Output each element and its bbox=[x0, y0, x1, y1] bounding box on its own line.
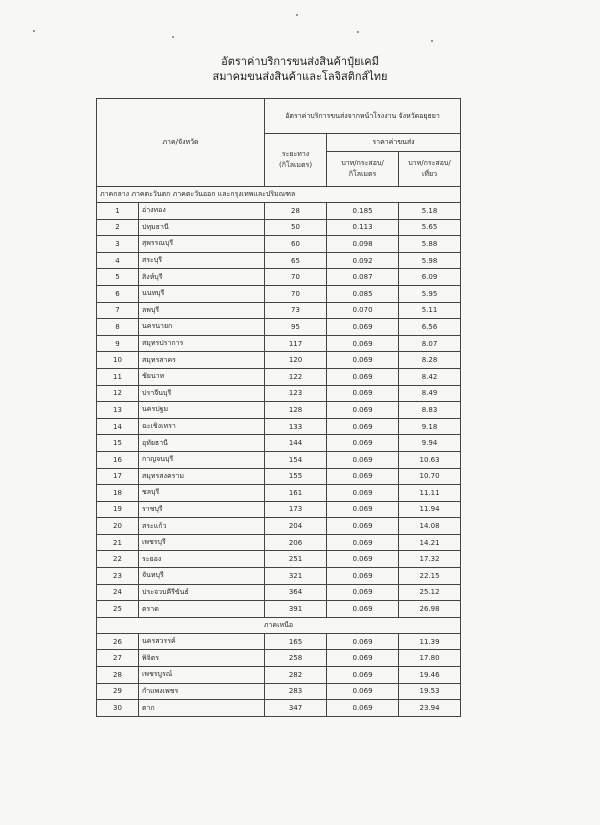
row-number: 11 bbox=[97, 368, 139, 385]
distance-value: 28 bbox=[265, 203, 327, 220]
row-number: 9 bbox=[97, 335, 139, 352]
distance-value: 95 bbox=[265, 319, 327, 336]
province-name: ประจวบคีรีขันธ์ bbox=[139, 584, 265, 601]
province-name: สิงห์บุรี bbox=[139, 269, 265, 286]
price-per-trip: 8.07 bbox=[399, 335, 461, 352]
price-per-trip: 8.42 bbox=[399, 368, 461, 385]
table-row bbox=[97, 302, 461, 319]
distance-value: 123 bbox=[265, 385, 327, 402]
row-number: 16 bbox=[97, 451, 139, 468]
row-number: 26 bbox=[97, 633, 139, 650]
row-number: 25 bbox=[97, 601, 139, 618]
province-name: อ่างทอง bbox=[139, 203, 265, 220]
price-per-trip: 26.98 bbox=[399, 601, 461, 618]
price-per-km: 0.069 bbox=[327, 518, 399, 535]
price-per-km: 0.069 bbox=[327, 368, 399, 385]
distance-value: 282 bbox=[265, 667, 327, 684]
row-number: 2 bbox=[97, 219, 139, 236]
price-per-trip: 5.11 bbox=[399, 302, 461, 319]
price-per-trip: 25.12 bbox=[399, 584, 461, 601]
table-row bbox=[97, 534, 461, 551]
document-title: อัตราค่าบริการขนส่งสินค้าปุ๋ยเคมี bbox=[221, 55, 379, 68]
table-row bbox=[97, 485, 461, 502]
rates-table bbox=[96, 98, 461, 717]
row-number: 28 bbox=[97, 667, 139, 684]
price-per-km: 0.098 bbox=[327, 236, 399, 253]
region-central: ภาคกลาง ภาคตะวันตก ภาคตะวันออก และกรุงเทพและปริมณฑล bbox=[97, 187, 461, 203]
province-name: สระบุรี bbox=[139, 252, 265, 269]
price-per-km: 0.085 bbox=[327, 285, 399, 302]
distance-value: 364 bbox=[265, 584, 327, 601]
table-row bbox=[97, 335, 461, 352]
price-per-km: 0.069 bbox=[327, 700, 399, 717]
table-row bbox=[97, 252, 461, 269]
price-per-trip: 11.94 bbox=[399, 501, 461, 518]
province-name: ชลบุรี bbox=[139, 485, 265, 502]
price-per-km: 0.069 bbox=[327, 319, 399, 336]
price-per-km: 0.069 bbox=[327, 568, 399, 585]
table-row bbox=[97, 269, 461, 286]
province-name: สมุทรปราการ bbox=[139, 335, 265, 352]
province-name: นนทบุรี bbox=[139, 285, 265, 302]
price-per-trip: 5.65 bbox=[399, 219, 461, 236]
distance-value: 321 bbox=[265, 568, 327, 585]
province-name: จันทบุรี bbox=[139, 568, 265, 585]
table-row bbox=[97, 236, 461, 253]
price-per-trip: 17.32 bbox=[399, 551, 461, 568]
distance-value: 60 bbox=[265, 236, 327, 253]
row-number: 13 bbox=[97, 402, 139, 419]
price-per-km: 0.069 bbox=[327, 601, 399, 618]
distance-value: 204 bbox=[265, 518, 327, 535]
distance-value: 165 bbox=[265, 633, 327, 650]
distance-value: 206 bbox=[265, 534, 327, 551]
row-number: 27 bbox=[97, 650, 139, 667]
row-number: 3 bbox=[97, 236, 139, 253]
row-number: 18 bbox=[97, 485, 139, 502]
price-per-trip: 9.18 bbox=[399, 418, 461, 435]
price-per-trip: 10.70 bbox=[399, 468, 461, 485]
price-per-trip: 14.21 bbox=[399, 534, 461, 551]
distance-value: 173 bbox=[265, 501, 327, 518]
table-row bbox=[97, 667, 461, 684]
table-row bbox=[97, 584, 461, 601]
price-per-trip: 5.18 bbox=[399, 203, 461, 220]
price-per-trip: 19.53 bbox=[399, 683, 461, 700]
scan-speck bbox=[33, 30, 35, 32]
province-name: ปราจีนบุรี bbox=[139, 385, 265, 402]
price-per-km: 0.069 bbox=[327, 335, 399, 352]
table-row bbox=[97, 551, 461, 568]
price-per-trip: 19.46 bbox=[399, 667, 461, 684]
row-number: 24 bbox=[97, 584, 139, 601]
row-number: 29 bbox=[97, 683, 139, 700]
row-number: 23 bbox=[97, 568, 139, 585]
distance-value: 347 bbox=[265, 700, 327, 717]
scan-speck bbox=[172, 36, 174, 38]
distance-value: 133 bbox=[265, 418, 327, 435]
distance-value: 155 bbox=[265, 468, 327, 485]
row-number: 17 bbox=[97, 468, 139, 485]
table-row bbox=[97, 601, 461, 618]
header-distance: ระยะทาง (กิโลเมตร) bbox=[265, 134, 327, 187]
header-price-per-trip: บาท/กระสอบ/ เที่ยว bbox=[399, 152, 461, 187]
province-name: ตาก bbox=[139, 700, 265, 717]
price-per-trip: 8.49 bbox=[399, 385, 461, 402]
table-row bbox=[97, 385, 461, 402]
table-row bbox=[97, 418, 461, 435]
distance-value: 258 bbox=[265, 650, 327, 667]
table-row bbox=[97, 633, 461, 650]
price-per-trip: 6.09 bbox=[399, 269, 461, 286]
distance-value: 251 bbox=[265, 551, 327, 568]
table-row bbox=[97, 368, 461, 385]
price-per-trip: 22.15 bbox=[399, 568, 461, 585]
row-number: 20 bbox=[97, 518, 139, 535]
distance-value: 120 bbox=[265, 352, 327, 369]
price-per-km: 0.069 bbox=[327, 650, 399, 667]
table-row bbox=[97, 319, 461, 336]
table-row bbox=[97, 352, 461, 369]
price-per-km: 0.069 bbox=[327, 402, 399, 419]
scan-speck bbox=[357, 31, 359, 33]
distance-value: 50 bbox=[265, 219, 327, 236]
price-per-km: 0.185 bbox=[327, 203, 399, 220]
row-number: 8 bbox=[97, 319, 139, 336]
price-per-trip: 9.94 bbox=[399, 435, 461, 452]
province-name: นครปฐม bbox=[139, 402, 265, 419]
price-per-trip: 14.08 bbox=[399, 518, 461, 535]
price-per-km: 0.069 bbox=[327, 468, 399, 485]
table-row bbox=[97, 568, 461, 585]
province-name: ลพบุรี bbox=[139, 302, 265, 319]
price-per-km: 0.069 bbox=[327, 451, 399, 468]
row-number: 21 bbox=[97, 534, 139, 551]
table-row bbox=[97, 451, 461, 468]
row-number: 5 bbox=[97, 269, 139, 286]
header-service-title: อัตราค่าบริการขนส่งจากหน้าโรงงาน จังหวัดอยุธยา bbox=[265, 99, 461, 134]
price-per-km: 0.069 bbox=[327, 418, 399, 435]
province-name: ตราด bbox=[139, 601, 265, 618]
row-number: 22 bbox=[97, 551, 139, 568]
price-per-trip: 11.39 bbox=[399, 633, 461, 650]
distance-value: 128 bbox=[265, 402, 327, 419]
distance-value: 117 bbox=[265, 335, 327, 352]
price-per-km: 0.069 bbox=[327, 501, 399, 518]
distance-value: 154 bbox=[265, 451, 327, 468]
price-per-km: 0.070 bbox=[327, 302, 399, 319]
table-row bbox=[97, 435, 461, 452]
row-number: 14 bbox=[97, 418, 139, 435]
region-north: ภาคเหนือ bbox=[97, 617, 461, 633]
table-row bbox=[97, 650, 461, 667]
province-name: สมุทรสงคราม bbox=[139, 468, 265, 485]
row-number: 15 bbox=[97, 435, 139, 452]
scan-speck bbox=[431, 40, 433, 42]
province-name: กำแพงเพชร bbox=[139, 683, 265, 700]
province-name: สมุทรสาคร bbox=[139, 352, 265, 369]
header-price-group: ราคาค่าขนส่ง bbox=[327, 134, 461, 152]
province-name: เพชรบูรณ์ bbox=[139, 667, 265, 684]
price-per-trip: 11.11 bbox=[399, 485, 461, 502]
price-per-km: 0.092 bbox=[327, 252, 399, 269]
row-number: 1 bbox=[97, 203, 139, 220]
table-row bbox=[97, 468, 461, 485]
distance-value: 70 bbox=[265, 269, 327, 286]
table-row bbox=[97, 518, 461, 535]
scan-speck bbox=[296, 14, 298, 16]
row-number: 10 bbox=[97, 352, 139, 369]
province-name: อุทัยธานี bbox=[139, 435, 265, 452]
distance-value: 122 bbox=[265, 368, 327, 385]
table-row bbox=[97, 501, 461, 518]
row-number: 19 bbox=[97, 501, 139, 518]
province-name: ชัยนาท bbox=[139, 368, 265, 385]
row-number: 7 bbox=[97, 302, 139, 319]
price-per-km: 0.069 bbox=[327, 584, 399, 601]
row-number: 6 bbox=[97, 285, 139, 302]
price-per-km: 0.069 bbox=[327, 534, 399, 551]
row-number: 12 bbox=[97, 385, 139, 402]
table-row bbox=[97, 203, 461, 220]
price-per-km: 0.069 bbox=[327, 385, 399, 402]
distance-value: 161 bbox=[265, 485, 327, 502]
row-number: 30 bbox=[97, 700, 139, 717]
price-per-trip: 17.80 bbox=[399, 650, 461, 667]
price-per-trip: 5.98 bbox=[399, 252, 461, 269]
price-per-trip: 5.95 bbox=[399, 285, 461, 302]
distance-value: 391 bbox=[265, 601, 327, 618]
province-name: พิจิตร bbox=[139, 650, 265, 667]
price-per-km: 0.069 bbox=[327, 352, 399, 369]
province-name: ปทุมธานี bbox=[139, 219, 265, 236]
price-per-km: 0.069 bbox=[327, 551, 399, 568]
price-per-trip: 8.28 bbox=[399, 352, 461, 369]
province-name: ฉะเชิงเทรา bbox=[139, 418, 265, 435]
price-per-km: 0.113 bbox=[327, 219, 399, 236]
distance-value: 65 bbox=[265, 252, 327, 269]
header-price-per-km: บาท/กระสอบ/ กิโลเมตร bbox=[327, 152, 399, 187]
province-name: สระแก้ว bbox=[139, 518, 265, 535]
price-per-km: 0.087 bbox=[327, 269, 399, 286]
distance-value: 70 bbox=[265, 285, 327, 302]
price-per-km: 0.069 bbox=[327, 633, 399, 650]
province-name: เพชรบุรี bbox=[139, 534, 265, 551]
table-row bbox=[97, 700, 461, 717]
distance-value: 73 bbox=[265, 302, 327, 319]
price-per-trip: 6.56 bbox=[399, 319, 461, 336]
province-name: นครนายก bbox=[139, 319, 265, 336]
table-row bbox=[97, 683, 461, 700]
price-per-trip: 10.63 bbox=[399, 451, 461, 468]
price-per-trip: 8.83 bbox=[399, 402, 461, 419]
price-per-km: 0.069 bbox=[327, 435, 399, 452]
price-per-km: 0.069 bbox=[327, 667, 399, 684]
table-row bbox=[97, 402, 461, 419]
price-per-trip: 5.88 bbox=[399, 236, 461, 253]
table-row bbox=[97, 285, 461, 302]
price-per-trip: 23.94 bbox=[399, 700, 461, 717]
province-name: สุพรรณบุรี bbox=[139, 236, 265, 253]
province-name: กาญจนบุรี bbox=[139, 451, 265, 468]
header-province: ภาค/จังหวัด bbox=[97, 99, 265, 187]
province-name: ระยอง bbox=[139, 551, 265, 568]
table-row bbox=[97, 219, 461, 236]
price-per-km: 0.069 bbox=[327, 485, 399, 502]
price-per-km: 0.069 bbox=[327, 683, 399, 700]
province-name: นครสวรรค์ bbox=[139, 633, 265, 650]
document-subtitle: สมาคมขนส่งสินค้าและโลจิสติกส์ไทย bbox=[212, 70, 388, 83]
row-number: 4 bbox=[97, 252, 139, 269]
distance-value: 283 bbox=[265, 683, 327, 700]
province-name: ราชบุรี bbox=[139, 501, 265, 518]
distance-value: 144 bbox=[265, 435, 327, 452]
